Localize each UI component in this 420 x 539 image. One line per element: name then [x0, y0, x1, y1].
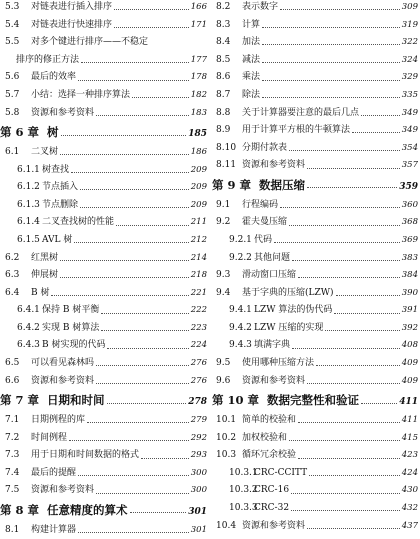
toc-entry-title: 对多个键进行排序——不稳定	[31, 37, 149, 48]
toc-entry-page: 300	[190, 485, 207, 496]
toc-entry	[0, 34, 207, 52]
toc-entry-title: 除法	[242, 89, 261, 100]
toc-entry-title: 资源和参考资料	[242, 375, 306, 386]
toc-dot-leader	[78, 475, 189, 476]
toc-entry-number: 10.3.3	[229, 503, 258, 514]
toc-entry-number: 8.6	[216, 72, 231, 83]
toc-entry-page: 329	[401, 72, 418, 83]
toc-entry	[0, 320, 207, 338]
toc-chapter-entry	[0, 122, 207, 144]
toc-entry-title: 减法	[242, 54, 261, 65]
toc-entry-title: 分期付款表	[242, 142, 288, 153]
toc-entry-page: 383	[401, 252, 418, 263]
toc-entry-title: 其他问题	[254, 252, 291, 263]
toc-entry-page: 324	[401, 54, 418, 65]
toc-entry-page: 391	[401, 305, 418, 316]
toc-entry-page: 222	[190, 305, 207, 316]
toc-entry	[212, 430, 418, 448]
toc-dot-leader	[107, 403, 187, 404]
toc-entry-title: 代码	[254, 234, 273, 245]
toc-entry-page: 293	[190, 450, 207, 461]
toc-entry-page: 369	[401, 234, 418, 245]
toc-chapter-entry	[212, 390, 418, 412]
toc-entry-page: 309	[401, 2, 418, 12]
toc-entry	[0, 447, 207, 465]
toc-entry-page: 209	[190, 199, 207, 210]
toc-entry-title: 简单的校验和	[242, 415, 297, 426]
toc-entry	[212, 52, 418, 70]
toc-dot-leader	[114, 9, 189, 10]
toc-dot-leader	[60, 154, 189, 155]
toc-entry-number: 9.6	[216, 375, 231, 386]
toc-entry-number: 6.1.5	[17, 234, 40, 245]
toc-dot-leader	[307, 383, 400, 384]
toc-dot-leader	[262, 97, 400, 98]
toc-entry-number: 9.4.2	[229, 322, 252, 333]
toc-entry-title: 小结：选择一种排序算法	[31, 89, 131, 100]
toc-entry	[0, 179, 207, 197]
toc-entry	[0, 0, 207, 17]
toc-entry-page: 276	[190, 375, 207, 386]
toc-dot-leader	[74, 242, 188, 243]
toc-entry	[0, 17, 207, 35]
toc-entry-title: B 树	[31, 287, 50, 298]
toc-entry	[212, 87, 418, 105]
toc-entry-page: 186	[190, 146, 207, 157]
toc-entry-page: 424	[401, 467, 418, 478]
toc-entry-number: 9.3	[216, 270, 231, 281]
toc-entry-title: 数据压缩	[259, 177, 306, 192]
toc-dot-leader	[309, 475, 400, 476]
toc-dot-leader	[262, 27, 400, 28]
toc-dot-leader	[262, 80, 400, 81]
toc-entry-number: 10.3.2	[229, 485, 258, 496]
toc-entry-page: 276	[190, 358, 207, 369]
toc-dot-leader	[132, 97, 189, 98]
toc-entry	[0, 69, 207, 87]
toc-entry-page: 278	[188, 397, 207, 408]
toc-entry-title: 构建计算器	[31, 524, 77, 535]
toc-entry-title: 表示数字	[242, 2, 279, 12]
toc-dot-leader	[78, 80, 189, 81]
toc-entry-title: 二叉树	[31, 146, 59, 157]
toc-entry-title: 可以看见森林吗	[31, 358, 95, 369]
toc-dot-leader	[96, 383, 189, 384]
toc-dot-leader	[130, 512, 187, 513]
toc-dot-leader	[61, 135, 187, 136]
toc-entry-page: 384	[401, 270, 418, 281]
toc-entry	[0, 373, 207, 391]
toc-entry-title: 用于计算平方根的牛顿算法	[242, 125, 351, 136]
toc-entry	[212, 140, 418, 158]
toc-dot-leader	[280, 207, 400, 208]
toc-entry-title: 霍夫曼压缩	[242, 217, 288, 228]
toc-entry-number: 6.3	[5, 270, 20, 281]
toc-entry-number: 7.5	[5, 485, 20, 496]
toc-entry-title: 数据完整性和验证	[267, 393, 360, 408]
toc-dot-leader	[291, 493, 400, 494]
toc-dot-leader	[352, 132, 400, 133]
toc-entry	[0, 302, 207, 320]
toc-dot-leader	[78, 532, 189, 533]
toc-entry-page: 360	[401, 199, 418, 210]
toc-chapter-entry	[0, 500, 207, 522]
toc-entry	[0, 412, 207, 430]
toc-dot-leader	[298, 277, 400, 278]
toc-entry-title: 行程编码	[242, 199, 279, 210]
toc-entry-page: 178	[190, 72, 207, 83]
toc-entry-number: 8.7	[216, 89, 231, 100]
toc-dot-leader	[292, 348, 400, 349]
toc-dot-leader	[307, 168, 400, 169]
toc-entry-title: LZW 算法的伪代码	[254, 305, 333, 316]
toc-entry	[0, 144, 207, 162]
toc-entry-number: 6.4.3	[17, 340, 40, 351]
toc-entry-title: 资源和参考资料	[31, 107, 95, 118]
toc-dot-leader	[289, 150, 400, 151]
toc-dot-leader	[298, 458, 400, 459]
toc-entry-page: 211	[190, 217, 207, 228]
toc-entry	[0, 430, 207, 448]
toc-entry-title: 日期例程的库	[31, 415, 86, 426]
toc-entry-number: 5.5	[5, 37, 20, 48]
toc-entry-page: 214	[190, 252, 207, 263]
toc-dot-leader	[81, 62, 189, 63]
toc-entry	[0, 267, 207, 285]
toc-entry-page: 182	[190, 89, 207, 100]
toc-entry-number: 8.10	[216, 142, 237, 153]
toc-entry-title: AVL 树	[42, 234, 73, 245]
toc-entry-number: 9.2.2	[229, 252, 252, 263]
toc-entry-title: 对链表进行插入排序	[31, 2, 113, 12]
toc-entry-number: 6.1.3	[17, 199, 40, 210]
toc-entry-title: 基于字典的压缩(LZW)	[242, 287, 334, 298]
toc-entry-number: 8.3	[216, 19, 231, 30]
toc-entry-number: 6.4	[5, 287, 20, 298]
toc-entry	[0, 162, 207, 180]
toc-entry-number: 10.3.1	[229, 467, 258, 478]
toc-entry	[212, 69, 418, 87]
toc-entry-page: 292	[190, 432, 207, 443]
toc-entry-title: 任意精度的算术	[47, 503, 128, 518]
toc-entry-number: 9.2	[216, 217, 231, 228]
toc-entry	[212, 232, 418, 250]
toc-entry-page: 183	[190, 107, 207, 118]
toc-entry	[0, 522, 207, 539]
toc-entry-page: 301	[188, 507, 207, 518]
toc-entry-page: 409	[401, 358, 418, 369]
toc-dot-leader	[107, 348, 188, 349]
toc-dot-leader	[262, 62, 400, 63]
toc-entry-title: 填满字典	[254, 340, 291, 351]
toc-entry	[0, 105, 207, 123]
toc-entry	[212, 447, 418, 465]
toc-entry-title: 资源和参考资料	[242, 160, 306, 171]
toc-entry-title: B 树实现的代码	[42, 340, 106, 351]
toc-entry-title: 日期和时间	[47, 393, 105, 408]
toc-entry	[0, 232, 207, 250]
toc-entry	[212, 285, 418, 303]
toc-entry-page: 354	[401, 142, 418, 153]
toc-entry-page: 415	[401, 432, 418, 443]
toc-entry-title: 时间例程	[31, 432, 68, 443]
toc-entry-page: 301	[190, 524, 207, 535]
toc-dot-leader	[69, 440, 189, 441]
toc-entry-page: 432	[401, 503, 418, 514]
toc-dot-leader	[361, 115, 400, 116]
toc-dot-leader	[316, 365, 400, 366]
toc-entry	[212, 412, 418, 430]
toc-entry	[212, 500, 418, 518]
toc-entry-page: 408	[401, 340, 418, 351]
toc-dot-leader	[51, 295, 188, 296]
toc-entry-title: 最后的效率	[31, 72, 77, 83]
toc-entry-title: 红黑树	[31, 252, 59, 263]
toc-entry	[212, 214, 418, 232]
toc-entry	[212, 482, 418, 500]
toc-entry	[212, 267, 418, 285]
toc-entry-title: 加法	[242, 37, 261, 48]
toc-entry-page: 359	[399, 181, 418, 192]
toc-entry-title: 滑动窗口压缩	[242, 270, 297, 281]
toc-entry-page: 224	[190, 340, 207, 351]
toc-entry	[0, 355, 207, 373]
toc-entry-number: 9.4.3	[229, 340, 252, 351]
toc-entry-page: 411	[399, 397, 418, 408]
toc-entry-number: 第 7 章	[0, 393, 40, 408]
toc-entry-number: 6.1	[5, 146, 20, 157]
toc-entry-title: 加权校验和	[242, 432, 288, 443]
toc-entry-page: 221	[190, 287, 207, 298]
toc-entry-number: 6.1.2	[17, 182, 40, 193]
toc-dot-leader	[280, 9, 400, 10]
toc-entry	[212, 320, 418, 338]
toc-entry-number: 6.2	[5, 252, 20, 263]
toc-dot-leader	[274, 242, 400, 243]
toc-entry	[212, 17, 418, 35]
toc-entry-title: LZW 压缩的实现	[254, 322, 324, 333]
toc-entry	[0, 87, 207, 105]
toc-dot-leader	[96, 493, 189, 494]
toc-dot-leader	[96, 365, 189, 366]
toc-entry-title: 保持 B 树平衡	[42, 305, 100, 316]
toc-entry-number: 6.6	[5, 375, 20, 386]
toc-entry-page: 349	[401, 107, 418, 118]
toc-dot-leader	[60, 277, 189, 278]
toc-dot-leader	[291, 510, 400, 511]
toc-entry-number: 5.7	[5, 89, 20, 100]
toc-dot-leader	[101, 330, 188, 331]
toc-entry	[212, 157, 418, 175]
toc-entry-title: 树查找	[42, 164, 70, 175]
toc-entry	[212, 122, 418, 140]
toc-dot-leader	[361, 403, 397, 404]
toc-dot-leader	[116, 225, 189, 226]
toc-entry-number: 9.4	[216, 287, 231, 298]
toc-entry-title: 二叉查找树的性能	[42, 217, 115, 228]
toc-entry-page: 209	[190, 164, 207, 175]
toc-entry	[212, 250, 418, 268]
toc-entry-number: 10.2	[216, 432, 237, 443]
toc-entry-number: 6.4.1	[17, 305, 40, 316]
toc-entry-page: 218	[190, 270, 207, 281]
toc-entry	[0, 197, 207, 215]
toc-entry-page: 392	[401, 322, 418, 333]
toc-chapter-entry	[0, 390, 207, 412]
toc-entry-page: 368	[401, 217, 418, 228]
toc-entry-title: CRC-16	[254, 485, 290, 496]
toc-entry-number: 第 10 章	[212, 393, 260, 408]
toc-column-left	[0, 0, 207, 539]
toc-entry-page: 423	[401, 450, 418, 461]
toc-entry-number: 第 9 章	[212, 177, 252, 192]
toc-dot-leader	[336, 295, 400, 296]
toc-entry-number: 9.1	[216, 199, 231, 210]
toc-entry-title: 循环冗余校验	[242, 450, 297, 461]
toc-dot-leader	[80, 189, 189, 190]
toc-entry-number: 10.1	[216, 415, 237, 426]
toc-entry-page: 279	[190, 415, 207, 426]
toc-entry-page: 209	[190, 182, 207, 193]
toc-entry-page: 430	[401, 485, 418, 496]
toc-entry-number: 7.4	[5, 467, 20, 478]
toc-entry-number: 5.3	[5, 2, 20, 12]
toc-dot-leader	[87, 422, 189, 423]
toc-dot-leader	[298, 422, 400, 423]
toc-entry-title: 伸展树	[31, 270, 59, 281]
toc-entry-page: 322	[401, 37, 418, 48]
toc-dot-leader	[114, 27, 189, 28]
toc-entry-page: 223	[190, 322, 207, 333]
toc-entry-number: 7.2	[5, 432, 20, 443]
toc-entry-number: 5.6	[5, 72, 20, 83]
toc-entry-number: 6.4.2	[17, 322, 40, 333]
toc-entry-page: 437	[401, 520, 418, 531]
toc-entry-title: CRC-CCITT	[254, 467, 308, 478]
toc-dot-leader	[292, 260, 400, 261]
toc-entry-number: 9.4.1	[229, 305, 252, 316]
toc-entry-page: 390	[401, 287, 418, 298]
toc-entry-page: 177	[190, 54, 207, 65]
toc-entry-page: 319	[401, 19, 418, 30]
toc-entry-number: 7.3	[5, 450, 20, 461]
toc-entry	[0, 285, 207, 303]
toc-entry-number: 8.8	[216, 107, 231, 118]
toc-entry-page: 171	[190, 19, 207, 30]
toc-entry-title: CRC-32	[254, 503, 290, 514]
toc-entry	[212, 465, 418, 483]
toc-entry	[212, 518, 418, 536]
toc-entry	[0, 214, 207, 232]
toc-dot-leader	[96, 115, 189, 116]
toc-dot-leader	[71, 172, 189, 173]
toc-entry-number: 第 6 章	[0, 125, 40, 140]
toc-entry	[0, 250, 207, 268]
toc-entry	[212, 337, 418, 355]
toc-entry-page: 335	[401, 89, 418, 100]
toc-dot-leader	[60, 260, 189, 261]
toc-dot-leader	[289, 440, 400, 441]
toc-entry-number: 5.8	[5, 107, 20, 118]
toc-entry	[212, 197, 418, 215]
toc-entry	[212, 34, 418, 52]
toc-entry-page: 411	[401, 415, 418, 426]
toc-dot-leader	[307, 528, 400, 529]
toc-entry-page: 185	[188, 129, 207, 140]
toc-entry	[0, 482, 207, 500]
toc-dot-leader	[101, 313, 188, 314]
toc-entry-page: 166	[190, 2, 207, 12]
toc-dot-leader	[334, 313, 399, 314]
toc-entry-title: 资源和参考资料	[31, 485, 95, 496]
toc-entry-number: 6.1.4	[17, 217, 40, 228]
toc-entry	[212, 105, 418, 123]
toc-entry-number: 8.4	[216, 37, 231, 48]
toc-entry-number: 9.5	[216, 358, 231, 369]
toc-entry-title: 资源和参考资料	[242, 520, 306, 531]
toc-entry-title: 节点插入	[42, 182, 79, 193]
toc-entry-title: 计算	[242, 19, 261, 30]
toc-entry-page: 349	[401, 125, 418, 136]
toc-entry-title: 资源和参考资料	[31, 375, 95, 386]
toc-entry-number: 第 8 章	[0, 503, 40, 518]
toc-entry	[0, 337, 207, 355]
toc-entry	[212, 355, 418, 373]
toc-entry-title: 实现 B 树算法	[42, 322, 100, 333]
toc-entry-title: 节点删除	[42, 199, 79, 210]
toc-entry	[212, 0, 418, 17]
toc-entry-number: 8.2	[216, 2, 231, 12]
toc-entry-number: 6.5	[5, 358, 20, 369]
toc-entry-title: 关于计算器要注意的最后几点	[242, 107, 360, 118]
toc-entry-page: 300	[190, 467, 207, 478]
toc-entry-page: 357	[401, 160, 418, 171]
toc-entry-number: 8.9	[216, 125, 231, 136]
toc-entry-page: 212	[190, 234, 207, 245]
toc-entry-number: 7.1	[5, 415, 20, 426]
toc-dot-leader	[80, 207, 189, 208]
toc-dot-leader	[325, 330, 399, 331]
toc-entry-title: 用于日期和时间数据的格式	[31, 450, 140, 461]
toc-dot-leader	[307, 187, 397, 188]
toc-entry-number: 8.5	[216, 54, 231, 65]
toc-entry-title: 排序的修正方法	[16, 54, 80, 65]
toc-dot-leader	[141, 458, 189, 459]
toc-chapter-entry	[212, 175, 418, 197]
toc-entry-number: 10.3	[216, 450, 237, 461]
toc-entry-number: 8.11	[216, 160, 237, 171]
toc-entry-number: 6.1.1	[17, 164, 40, 175]
toc-entry	[0, 52, 207, 70]
toc-dot-leader	[289, 225, 400, 226]
toc-dot-leader	[262, 44, 400, 45]
toc-entry-number: 8.1	[5, 524, 20, 535]
toc-entry-number: 9.2.1	[229, 234, 252, 245]
toc-entry	[0, 465, 207, 483]
toc-entry-title: 对链表进行快速排序	[31, 19, 113, 30]
toc-entry	[212, 302, 418, 320]
toc-entry-title: 树	[47, 125, 59, 140]
toc-entry-title: 乘法	[242, 72, 261, 83]
toc-entry-page: 409	[401, 375, 418, 386]
toc-column-right	[212, 0, 418, 535]
toc-entry-number: 10.4	[216, 520, 237, 531]
toc-entry	[212, 373, 418, 391]
toc-entry-title: 最后的提醒	[31, 467, 77, 478]
toc-entry-title: 使用哪种压缩方法	[242, 358, 315, 369]
toc-entry-number: 5.4	[5, 19, 20, 30]
